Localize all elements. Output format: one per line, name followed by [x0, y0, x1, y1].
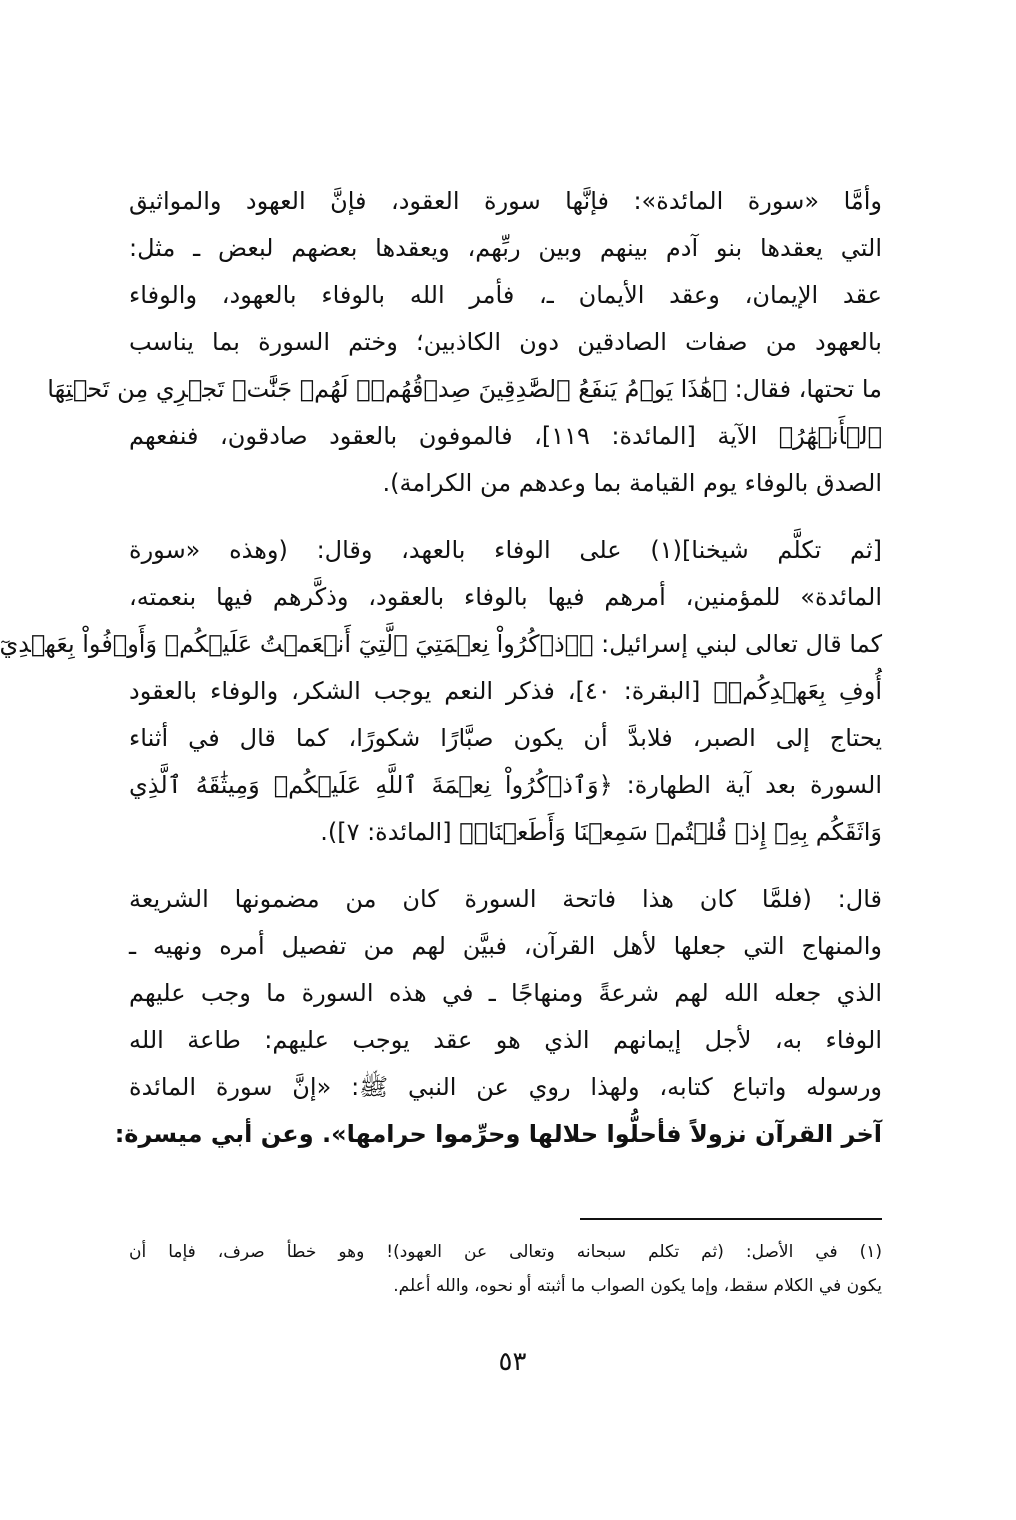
- paragraph-surat-al-maidah: [47, 178, 882, 507]
- text-line: قال: (فلمَّا كان هذا فاتحة السورة كان من مضمونها الشريعة: [129, 885, 882, 913]
- text-line: التي يعقدها بنو آدم بينهم وبين ربِّهم، ويعقدها بعضهم لبعض ـ مثل:: [129, 234, 882, 262]
- text-line: يحتاج إلى الصبر، فلابدَّ أن يكون صبَّارًا شكورًا، كما قال في أثناء: [129, 724, 882, 752]
- footnotes: [129, 1235, 882, 1303]
- text-line-with-citation: ٱلۡأَنۡهَٰرُ﴾ الآية [المائدة: ١١٩]، فالموفون بالعقود صادقون، فنفعهم: [129, 422, 882, 450]
- text-line: المائدة» للمؤمنين، أمرهم فيها بالوفاء بالعقود، وذكَّرهم فيها بنعمته،: [129, 583, 882, 611]
- text-line-with-footnote-ref: [ثم تكلَّم شيخنا](١) على الوفاء بالعهد، وقال: (وهذه «سورة: [129, 536, 882, 564]
- footnote-line: يكون في الكلام سقط، وإما يكون الصواب ما أثبته أو نحوه، والله أعلم.: [393, 1276, 882, 1296]
- main-text: [0, 178, 882, 1158]
- text-line: والمنهاج التي جعلها لأهل القرآن، فبيَّن لهم من تفصيل أمره ونهيه ـ: [129, 932, 882, 960]
- text-line-with-quran-verse: ما تحتها، فقال: ﴿هَٰذَا يَوۡمُ يَنفَعُ ٱلصَّٰدِقِينَ صِدۡقُهُمۡۚ لَهُمۡ جَنَّٰتٞ تَجۡرِي مِن تَحۡتِهَا: [47, 375, 882, 403]
- text-line-with-quran-verse: كما قال تعالى لبني إسرائيل: ﴿ٱذۡكُرُواْ نِعۡمَتِيَ ٱلَّتِيٓ أَنۡعَمۡتُ عَلَيۡكُمۡ وَأَوۡفُواْ بِعَهۡدِيٓ: [0, 630, 882, 658]
- text-line-with-hadith: آخر القرآن نزولاً فأحلُّوا حلالها وحرِّموا حرامها». وعن أبي ميسرة:: [114, 1120, 882, 1148]
- text-line-with-hadith: ورسوله واتباع كتابه، ولهذا روي عن النبي ﷺ: «إنَّ سورة المائدة: [129, 1073, 882, 1101]
- text-line: وأمَّا «سورة المائدة»: فإنَّها سورة العقود، فإنَّ العهود والمواثيق: [129, 187, 882, 215]
- text-line: بالعهود من صفات الصادقين دون الكاذبين؛ وختم السورة بما يناسب: [129, 328, 882, 356]
- text-line: عقد الإيمان، وعقد الأيمان ـ، فأمر الله بالوفاء بالعهود، والوفاء: [129, 281, 882, 309]
- text-line-with-quran-verse: السورة بعد آية الطهارة: ﴿وَٱذۡكُرُواْ نِعۡمَةَ ٱللَّهِ عَلَيۡكُمۡ وَمِيثَٰقَهُ ٱلَّذِي: [129, 771, 882, 799]
- paragraph-wafa-bil-ahd: [0, 527, 882, 856]
- page-number: ٥٣: [498, 1347, 527, 1377]
- text-line: الذي جعله الله لهم شرعةً ومنهاجًا ـ في هذه السورة ما وجب عليهم: [129, 979, 882, 1007]
- footnote-separator: [580, 1218, 882, 1220]
- footnote-line: (١) في الأصل: (ثم تكلم سبحانه وتعالى عن العهود)! وهو خطأ صرف، فإما أن: [129, 1242, 882, 1262]
- paragraph-fatihat-al-surah: [114, 876, 882, 1158]
- text-line: الوفاء به، لأجل إيمانهم الذي هو عقد يوجب عليهم: طاعة الله: [129, 1026, 882, 1054]
- text-line: الصدق بالوفاء يوم القيامة بما وعدهم من الكرامة).: [382, 469, 882, 497]
- text-line-with-citation: أُوفِ بِعَهۡدِكُمۡ﴾ [البقرة: ٤٠]، فذكر النعم يوجب الشكر، والوفاء بالعقود: [129, 677, 882, 705]
- text-line-with-citation: وَاثَقَكُم بِهِۦٓ إِذۡ قُلۡتُمۡ سَمِعۡنَا وَأَطَعۡنَاۖ﴾ [المائدة: ٧]).: [320, 818, 882, 846]
